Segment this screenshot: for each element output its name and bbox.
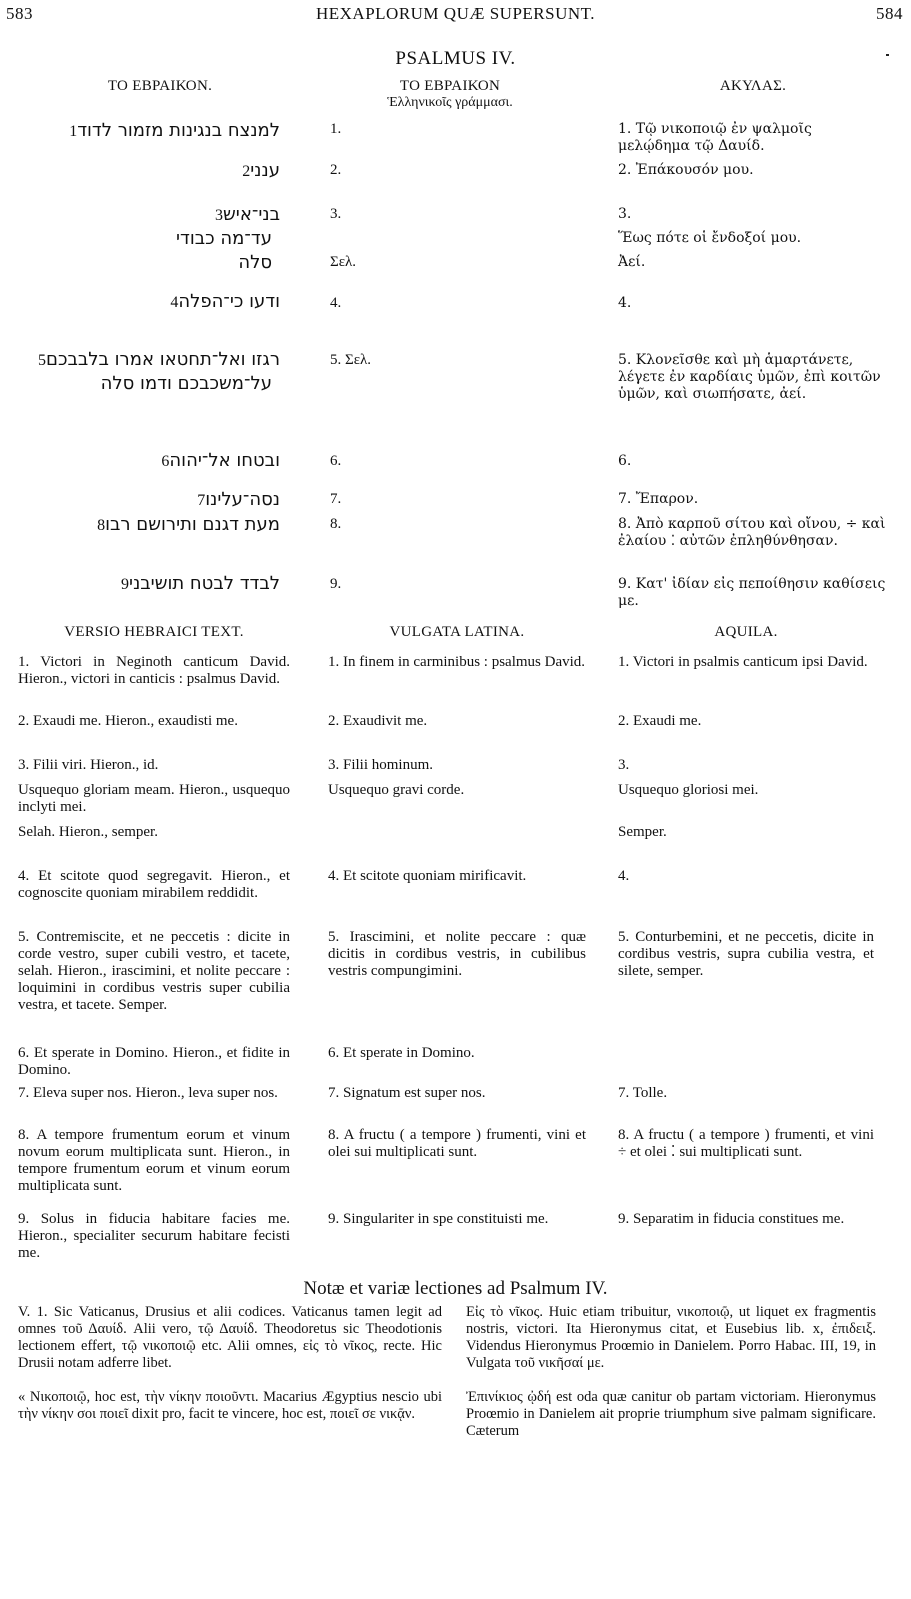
transliteration-verse: 6. <box>330 453 342 469</box>
aquila-greek-verse: 1. Τῷ νικοποιῷ ἐν ψαλμοῖς μελῴδημα τῷ Δαυίδ. <box>618 121 812 154</box>
aquila-latin-verse: 5. Conturbemini, et ne peccetis, dicite in cordibus vestris, supra cubilia vestra, et silete, semper. <box>618 929 874 979</box>
transliteration-verse: Σελ. <box>330 254 357 270</box>
versio-verse: 7. Eleva super nos. Hieron., leva super nos. <box>18 1085 278 1101</box>
versio-verse: 2. Exaudi me. Hieron., exaudisti me. <box>18 713 238 729</box>
note-paragraph: Ἐπινίκιος ᾠδή est oda quæ canitur ob partam victoriam. Hieronymus Proœmio in Danielem ait proprie triumphum sive palmam significare. Cæterum <box>466 1389 876 1439</box>
hebrew-verse: בני־איש3 <box>215 204 280 225</box>
vulgata-verse: 1. In finem in carminibus : psalmus David. <box>328 654 586 670</box>
vulgata-verse: 2. Exaudivit me. <box>328 713 428 729</box>
hebrew-verse: על־משכבכם ודמו סלה <box>100 373 272 394</box>
aquila-greek-verse: Ἀεί. <box>618 254 646 270</box>
aquila-latin-verse: 9. Separatim in fiducia constitues me. <box>618 1211 845 1227</box>
vulgata-verse: 3. Filii hominum. <box>328 757 434 773</box>
transliteration-column-header: ΤΟ ΕΒΡΑΙΚΟΝ <box>399 78 501 94</box>
hebrew-verse: עד־מה כבודי <box>176 228 272 249</box>
aquila-greek-verse: 7. Ἔπαρον. <box>618 491 699 507</box>
hebrew-verse: רגזו ואל־תחטאו אמרו בלבבכם5 <box>38 349 280 370</box>
aquila-latin-verse: Semper. <box>618 824 667 840</box>
aquila-greek-verse: Ἕως πότε οἱ ἔνδοξοί μου. <box>618 230 802 246</box>
note-paragraph: Εἰς τὸ νῖκος. Huic etiam tribuitur, νικοποιῷ, ut liquet ex fragmentis nostris, victori. Ita Hieronymus citat, et Eusebius lib. x, ἐπιδειξ. Videndus Hieronymus Proœmio in Danielem. Porro Habac. III, 19, in Vulgata τοῦ νικῆσαί με. <box>466 1304 876 1371</box>
aquila-greek-verse: 2. Ἐπάκουσόν μου. <box>618 162 754 178</box>
notes-title: Notæ et variæ lectiones ad Psalmum IV. <box>303 1278 608 1299</box>
versio-verse: 4. Et scitote quod segregavit. Hieron., et cognoscite quoniam mirabilem reddidit. <box>18 868 290 901</box>
right-page-number: 584 <box>876 4 903 23</box>
aquila-latin-verse: 4. <box>618 868 630 884</box>
transliteration-verse: 5. Σελ. <box>330 352 372 368</box>
hebrew-column-header: ΤΟ ΕΒΡΑΙΚΟΝ. <box>107 78 213 94</box>
transliteration-verse: 9. <box>330 576 342 592</box>
versio-verse: Usquequo gloriam meam. Hieron., usquequo inclyti mei. <box>18 782 290 815</box>
transliteration-column-subheader: Ἑλληνικοῖς γράμμασι. <box>387 95 513 110</box>
aquila-latin-verse: 2. Exaudi me. <box>618 713 702 729</box>
versio-verse: 1. Victori in Neginoth canticum David. Hieron., victori in canticis : psalmus David. <box>18 654 290 687</box>
aquila-greek-column-header: ΑΚΥΛΑΣ. <box>719 78 787 94</box>
vulgata-verse: 4. Et scitote quoniam mirificavit. <box>328 868 527 884</box>
vulgata-verse: 7. Signatum est super nos. <box>328 1085 486 1101</box>
aquila-greek-verse: 8. Ἀπὸ καρποῦ σίτου καὶ οἴνου, ÷ καὶ ἐλαίου ⁚ αὐτῶν ἐπληθύνθησαν. <box>618 516 886 549</box>
psalm-title: PSALMUS IV. <box>395 48 516 69</box>
aquila-latin-verse: Usquequo gloriosi mei. <box>618 782 759 798</box>
versio-verse: 8. A tempore frumentum eorum et vinum novum eorum multiplicata sunt. Hieron., in tempore frumentum eorum et vinum eorum multiplicata sunt. <box>18 1127 290 1194</box>
vulgata-verse: 6. Et sperate in Domino. <box>328 1045 475 1061</box>
versio-verse: Selah. Hieron., semper. <box>18 824 158 840</box>
aquila-greek-verse: 3. <box>618 206 632 222</box>
vulgata-verse: 9. Singulariter in spe constituisti me. <box>328 1211 549 1227</box>
aquila-greek-verse: 6. <box>618 453 632 469</box>
versio-verse: 5. Contremiscite, et ne peccetis : dicite in corde vestro, super cubili vestro, et tacete, selah. Hieron., irascimini, et nolite peccare : loquimini in cordibus vestris super cubilia vestra, et tacete. Semper. <box>18 929 290 1013</box>
note-paragraph: « Νικοποιῷ, hoc est, τὴν νίκην ποιοῦντι. Macarius Ægyptius nescio ubi τὴν νίκην σοι ποιεῖ dixit pro, facit te vincere, hoc est, ποιεῖ σε νικᾷν. <box>18 1389 442 1422</box>
hebrew-verse: ענני2 <box>242 160 280 181</box>
transliteration-verse: 3. <box>330 206 342 222</box>
vulgata-verse: 5. Irascimini, et nolite peccare : quæ dicitis in cordibus vestris, in cubilibus vestris compungimini. <box>328 929 586 979</box>
hebrew-verse: ודעו כי־הפלה4 <box>170 291 280 312</box>
aquila-greek-verse: 9. Κατ' ἰδίαν εἰς πεποίθησιν καθίσεις με. <box>618 576 886 609</box>
aquila-latin-verse: 7. Tolle. <box>618 1085 668 1101</box>
vulgata-verse: Usquequo gravi corde. <box>328 782 465 798</box>
aquila-greek-verse: 5. Κλονεῖσθε καὶ μὴ ἁμαρτάνετε, λέγετε ἐν καρδίαις ὑμῶν, ἐπὶ κοιτῶν ὑμῶν, καὶ σιωπήσατε, ἀεί. <box>618 352 881 402</box>
versio-verse: 6. Et sperate in Domino. Hieron., et fidite in Domino. <box>18 1045 290 1078</box>
aquila-latin-verse: 1. Victori in psalmis canticum ipsi David. <box>618 654 868 670</box>
aquila-latin-verse: 3. <box>618 757 630 773</box>
transliteration-verse: 7. <box>330 491 342 507</box>
aquila-greek-verse: 4. <box>618 295 632 311</box>
versio-column-header: VERSIO HEBRAICI TEXT. <box>64 624 244 640</box>
note-paragraph: V. 1. Sic Vaticanus, Drusius et alii codices. Vaticanus tamen legit ad omnes τοῦ Δαυίδ. Alii vero, τῷ Δαυίδ. Theodoretus sic Theodotionis lectionem effert, τῷ νικοποιῷ etc. Alii omnes, εἰς τὸ νῖκος, recte. Hic Drusii notam adferre libet. <box>18 1304 442 1371</box>
hebrew-verse: למנצח בנגינות מזמור לדוד1 <box>69 120 280 141</box>
versio-verse: 3. Filii viri. Hieron., id. <box>18 757 159 773</box>
hebrew-verse: סלה <box>238 252 272 273</box>
aquila-latin-verse: 8. A fructu ( a tempore ) frumenti, et vini ÷ et olei ⁚ sui multiplicati sunt. <box>618 1127 874 1160</box>
aquila-latin-column-header: AQUILA. <box>714 624 778 640</box>
transliteration-verse: 2. <box>330 162 342 178</box>
hebrew-verse: ובטחו אל־יהוה6 <box>161 450 280 471</box>
running-head <box>0 4 911 30</box>
transliteration-verse: 1. <box>330 121 342 137</box>
running-title: HEXAPLORUM QUÆ SUPERSUNT. <box>315 4 596 23</box>
hebrew-verse: מעת דגנם ותירושם רבו8 <box>97 514 280 535</box>
vulgata-verse: 8. A fructu ( a tempore ) frumenti, vini et olei sui multiplicati sunt. <box>328 1127 586 1160</box>
left-page-number: 583 <box>6 4 33 23</box>
versio-verse: 9. Solus in fiducia habitare facies me. Hieron., specialiter securum habitare fecisti me. <box>18 1211 290 1261</box>
transliteration-verse: 4. <box>330 295 342 311</box>
hebrew-verse: נסה־עלינו7 <box>197 489 280 510</box>
hebrew-verse: לבדד לבטח תושיבני9 <box>121 573 280 594</box>
vulgata-column-header: VULGATA LATINA. <box>389 624 525 640</box>
transliteration-verse: 8. <box>330 516 342 532</box>
